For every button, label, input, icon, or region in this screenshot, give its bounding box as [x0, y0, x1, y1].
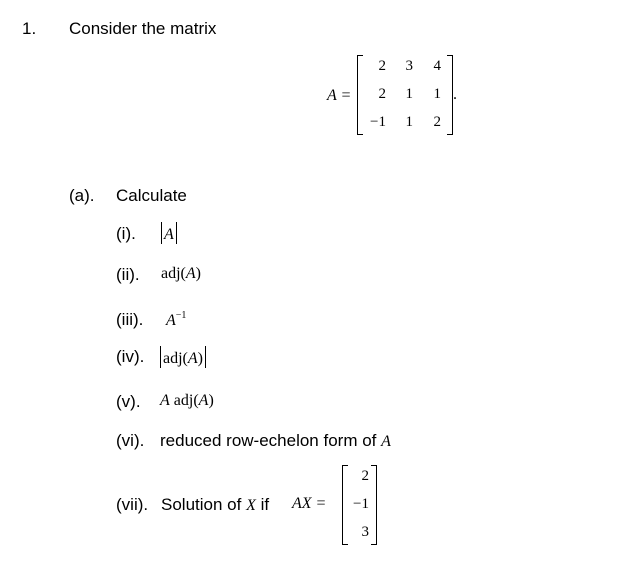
item-vi-text: reduced row-echelon form of A: [160, 431, 391, 450]
matrix-label: A =: [327, 87, 352, 104]
part-a-label: (a).: [69, 186, 95, 205]
vector-cell: 3: [361, 524, 369, 540]
matrix-cell: −1: [370, 114, 386, 130]
item-v-label: (v).: [116, 392, 141, 411]
vector-b: [342, 465, 377, 545]
item-iii-expr: $A^{-1}$: [166, 310, 187, 329]
matrix-cell: 1: [405, 114, 413, 130]
matrix-cell: 1: [405, 86, 413, 102]
item-iv-label: (iv).: [116, 347, 145, 366]
item-vii-text: Solution of X if: [161, 495, 270, 514]
item-iii-label: (iii).: [116, 310, 144, 329]
matrix-cell: 1: [433, 86, 441, 102]
matrix-cell: 2: [433, 114, 441, 130]
item-i-expr: A: [159, 222, 179, 244]
part-a-instruction: Calculate: [116, 186, 187, 205]
item-iv-expr: adj(A): [158, 346, 208, 368]
vector-cell: −1: [353, 496, 369, 512]
question-number: 1.: [22, 19, 37, 38]
item-ii-label: (ii).: [116, 265, 140, 284]
matrix-cell: 2: [378, 58, 386, 74]
question-intro: Consider the matrix: [69, 19, 217, 38]
item-vii-equation: AX =: [292, 495, 327, 512]
item-vii-label: (vii).: [116, 495, 149, 514]
matrix-cell: 4: [433, 58, 441, 74]
matrix-cell: 3: [405, 58, 413, 74]
matrix-period: .: [453, 86, 457, 103]
matrix-cell: 2: [378, 86, 386, 102]
item-i-label: (i).: [116, 224, 136, 243]
item-vi-label: (vi).: [116, 431, 145, 450]
vector-cell: 2: [361, 468, 369, 484]
matrix-a: [357, 55, 453, 135]
item-v-expr: A adj(A): [160, 392, 214, 409]
item-ii-expr: adj(A): [161, 265, 201, 282]
